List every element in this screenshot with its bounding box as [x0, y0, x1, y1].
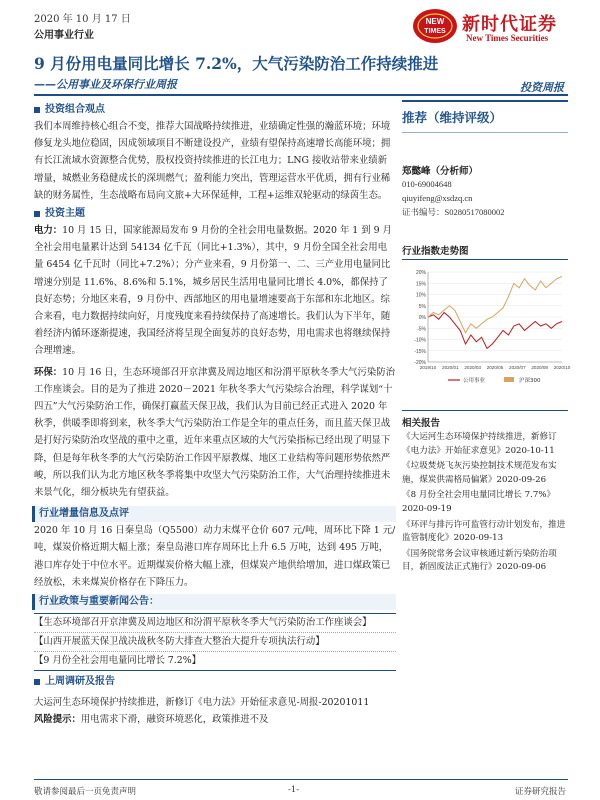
- sidebar: [402, 100, 571, 575]
- related-report-link[interactable]: 《国务院常务会议审核通过新污染防治项目，新固废法正式施行》2020-09-06: [402, 548, 557, 573]
- section-heading-policy: [32, 594, 396, 610]
- legend-swatch: [504, 377, 514, 382]
- section-heading-topics: [34, 206, 396, 222]
- main-column: [34, 100, 396, 728]
- square-bullet-icon: [34, 107, 40, 113]
- tracking-text: 2020 年 10 月 16 日秦皇岛（Q5500）动力末煤平仓价 607 元/吨，周环比下降 1 元/吨，煤炭价格近期大幅上涨；秦皇岛港口库存周环比上升 6.5 万吨，达到 495 万吨，港口库存处于中位水平。近期煤炭价格大幅上涨，但煤炭产地供给增加，进口煤政策已经放松，未来煤炭价格存在下降压力。: [34, 525, 396, 588]
- section-heading-text: 上周调研及报告: [45, 676, 115, 688]
- section-heading-last-week: [34, 674, 396, 690]
- chart-title: 行业指数走势图: [402, 243, 568, 260]
- series-line-1: [428, 277, 562, 333]
- title-divider: [34, 94, 568, 96]
- policy-item[interactable]: 【生态环境部召开京津冀及周边地区和汾渭平原秋冬季大气污染防治工作座谈会】: [34, 614, 396, 633]
- report-type: 投资周报: [520, 81, 564, 94]
- section-heading-tracking: [32, 506, 396, 522]
- logo-en: New Times Securities: [466, 33, 549, 43]
- x-tick-label: 2020/08: [531, 365, 548, 370]
- x-tick-label: 2020/10: [553, 365, 571, 370]
- logo-badge-bottom: TIMES: [424, 28, 446, 35]
- x-tick-label: 2020/01: [442, 365, 459, 370]
- related-report-link[interactable]: 《8 月份全社会用电量同比增长 7.7%》2020-09-19: [402, 490, 556, 514]
- section-heading-text: 行业增量信息及点评: [39, 508, 129, 520]
- square-bullet-icon: [34, 679, 40, 685]
- related-reports-title: 相关报告: [402, 410, 568, 429]
- related-report-link[interactable]: 《垃圾焚烧飞灰污染控制技术规范发布实施，煤炭供需格局偏紧》2020-09-26: [402, 461, 557, 485]
- footer-report-label: 证券研究报告: [514, 787, 566, 797]
- recommendation-box: [402, 100, 568, 133]
- index-chart-svg: [402, 266, 571, 396]
- legend-label: 沪深300: [519, 378, 541, 384]
- divider: [402, 132, 568, 133]
- page-subtitle: ——公用事业及环保行业周报: [34, 78, 177, 91]
- footer-divider: [34, 779, 568, 780]
- page-number: -1-: [288, 785, 300, 795]
- power-paragraph: [34, 222, 396, 360]
- section-heading-text: 投资组合观点: [45, 104, 105, 115]
- industry-label: 公用事业行业: [34, 30, 94, 41]
- policy-item[interactable]: 【9 月份全社会用电量同比增长 7.2%】: [34, 655, 201, 667]
- x-tick-label: 2020/07: [509, 365, 526, 370]
- analyst-cert: 证书编号：S0280517080002: [402, 207, 505, 217]
- index-chart: [402, 266, 571, 400]
- logo-badge-icon: [412, 8, 458, 44]
- report-date: 2020 年 10 月 17 日: [34, 14, 131, 25]
- related-report-link[interactable]: 《环评与排污许可监管行动计划发布，推进监管制度化》2020-09-13: [402, 519, 566, 544]
- logo-cn: 新时代证券: [462, 14, 557, 35]
- x-tick-label: 2020/03: [464, 365, 481, 370]
- power-text: 10 月 15 日，国家能源局发布 9 月份的全社会用电量数据。2020 年 1 到 9 月全社会用电量累计达到 54134 亿千瓦（同比+1.3%），其中，9 月份全国全社会用电量 6454 亿千瓦时（同比+7.2%）；分产业来看，9 月份第一、二、三产业用电量同比增速分别是 11.6%、8.6%和 5.1%，城乡居民生活用电量同比增长 4.0%，都保持了良好态势；分地区来看，9 月份中、西部地区的用电量增速要高于东部和东北地区。综合来看，电力数据持续向好，月度残度来看持续保持了高速增长。我们认为下半年，随着经济内循环逐渐提速，我国经济将呈现全面复苏的良好态势，用电需求也将继续保持合理增速。: [34, 225, 392, 357]
- y-tick-label: 5%: [418, 303, 426, 310]
- logo-badge-top: NEW: [425, 17, 445, 26]
- section-heading-investment-view: [34, 102, 396, 118]
- legend-label: 公用事业: [463, 378, 486, 384]
- analyst-name: 郑懿峰（分析师）: [402, 166, 479, 177]
- analyst-phone: 010-69004648: [402, 179, 452, 189]
- section-heading-text: 行业政策与重要新闻公告：: [39, 596, 159, 608]
- environment-text: 10 月 16 日，生态环境部召开京津冀及周边地区和汾渭平原秋冬季大气污染防治工作座谈会。目的是为了推进 2020－2021 年秋冬季大气污染综合治理，科学谋划“十四五”大气污染防治工作，确保打赢蓝天保卫战，我们认为目前已经正式进入 2020 年秋季，供暖季即将到来，秋冬季大气污染防治工作是全年的重点任务，而且蓝天保卫战是打好污染防治攻坚战的重中之重，近年来重点区域的大气污染指标已经出现了明显下降，但是每年秋冬季的大气污染防治工作因平原教煤、地区工业结构等问题形势依然严峻，所以我们认为北方地区秋冬季将集中攻坚大气污染防治工作，大气治理持续推进未来景气化，细分板块先有望获益。: [34, 366, 395, 499]
- investment-view-text: 我们本周维持核心组合不变，推荐大国战略持续推进，业绩确定性强的瀚蓝环境；环境修复龙头地位稳固，因成领域项目不断建设投产，业绩有望保持高速增长高能环境；拥有长江流域水资源整合优势，股权投资持续推进的长江电力；LNG 接收站带来业绩新增量，城燃业务稳健成长的深圳燃气；盈利能力突出，管理运营水平优质，拥有行业稀缺的财务属性，生态战略布局向文旅+大环保延伸，工程+运维双轮驱动的绿茵生态。: [34, 121, 391, 201]
- x-tick-label: 2020/05: [486, 365, 504, 370]
- y-tick-label: 15%: [415, 281, 426, 288]
- environment-paragraph: [34, 364, 396, 502]
- y-tick-label: -5%: [417, 326, 426, 333]
- x-tick-label: 2019/10: [419, 365, 437, 370]
- footer-disclaimer: 敬请参阅最后一页免责声明: [34, 787, 137, 797]
- square-bullet-icon: [34, 211, 40, 217]
- series-line-0: [428, 313, 562, 349]
- policy-list: [34, 613, 396, 671]
- y-tick-label: 10%: [415, 292, 426, 299]
- y-tick-label: 20%: [415, 270, 426, 276]
- risk-text: 用电需求下滑，融资环境恶化，政策推进不及: [80, 714, 269, 726]
- y-tick-label: -15%: [414, 348, 426, 355]
- section-heading-text: 投资主题: [45, 208, 85, 220]
- environment-lead: 环保：: [34, 366, 63, 378]
- policy-item[interactable]: 【山西开展蓝天保卫战决战秋冬防大排查大整治大提升专项执法行动】: [34, 633, 396, 652]
- y-tick-label: -20%: [414, 360, 426, 366]
- recommendation-rating: 推荐（维持评级）: [402, 110, 503, 125]
- risk-paragraph: [34, 711, 396, 728]
- power-lead: 电力：: [34, 225, 63, 237]
- risk-lead: 风险提示：: [34, 714, 81, 726]
- y-tick-label: 0%: [418, 315, 426, 321]
- page-title: 9 月份用电量同比增长 7.2%，大气污染防治工作持续推进: [34, 54, 439, 73]
- related-report-link[interactable]: 《大运河生态环境保护持续推进，新修订《电力法》开始征求意见》2020-10-11: [402, 432, 557, 456]
- analyst-email[interactable]: qiuyifeng@xsdzq.cn: [402, 193, 473, 203]
- last-week-text[interactable]: 大运河生态环境保护持续推进，新修订《电力法》开始征求意见-周报-20201011: [34, 697, 370, 709]
- y-tick-label: -10%: [414, 337, 426, 344]
